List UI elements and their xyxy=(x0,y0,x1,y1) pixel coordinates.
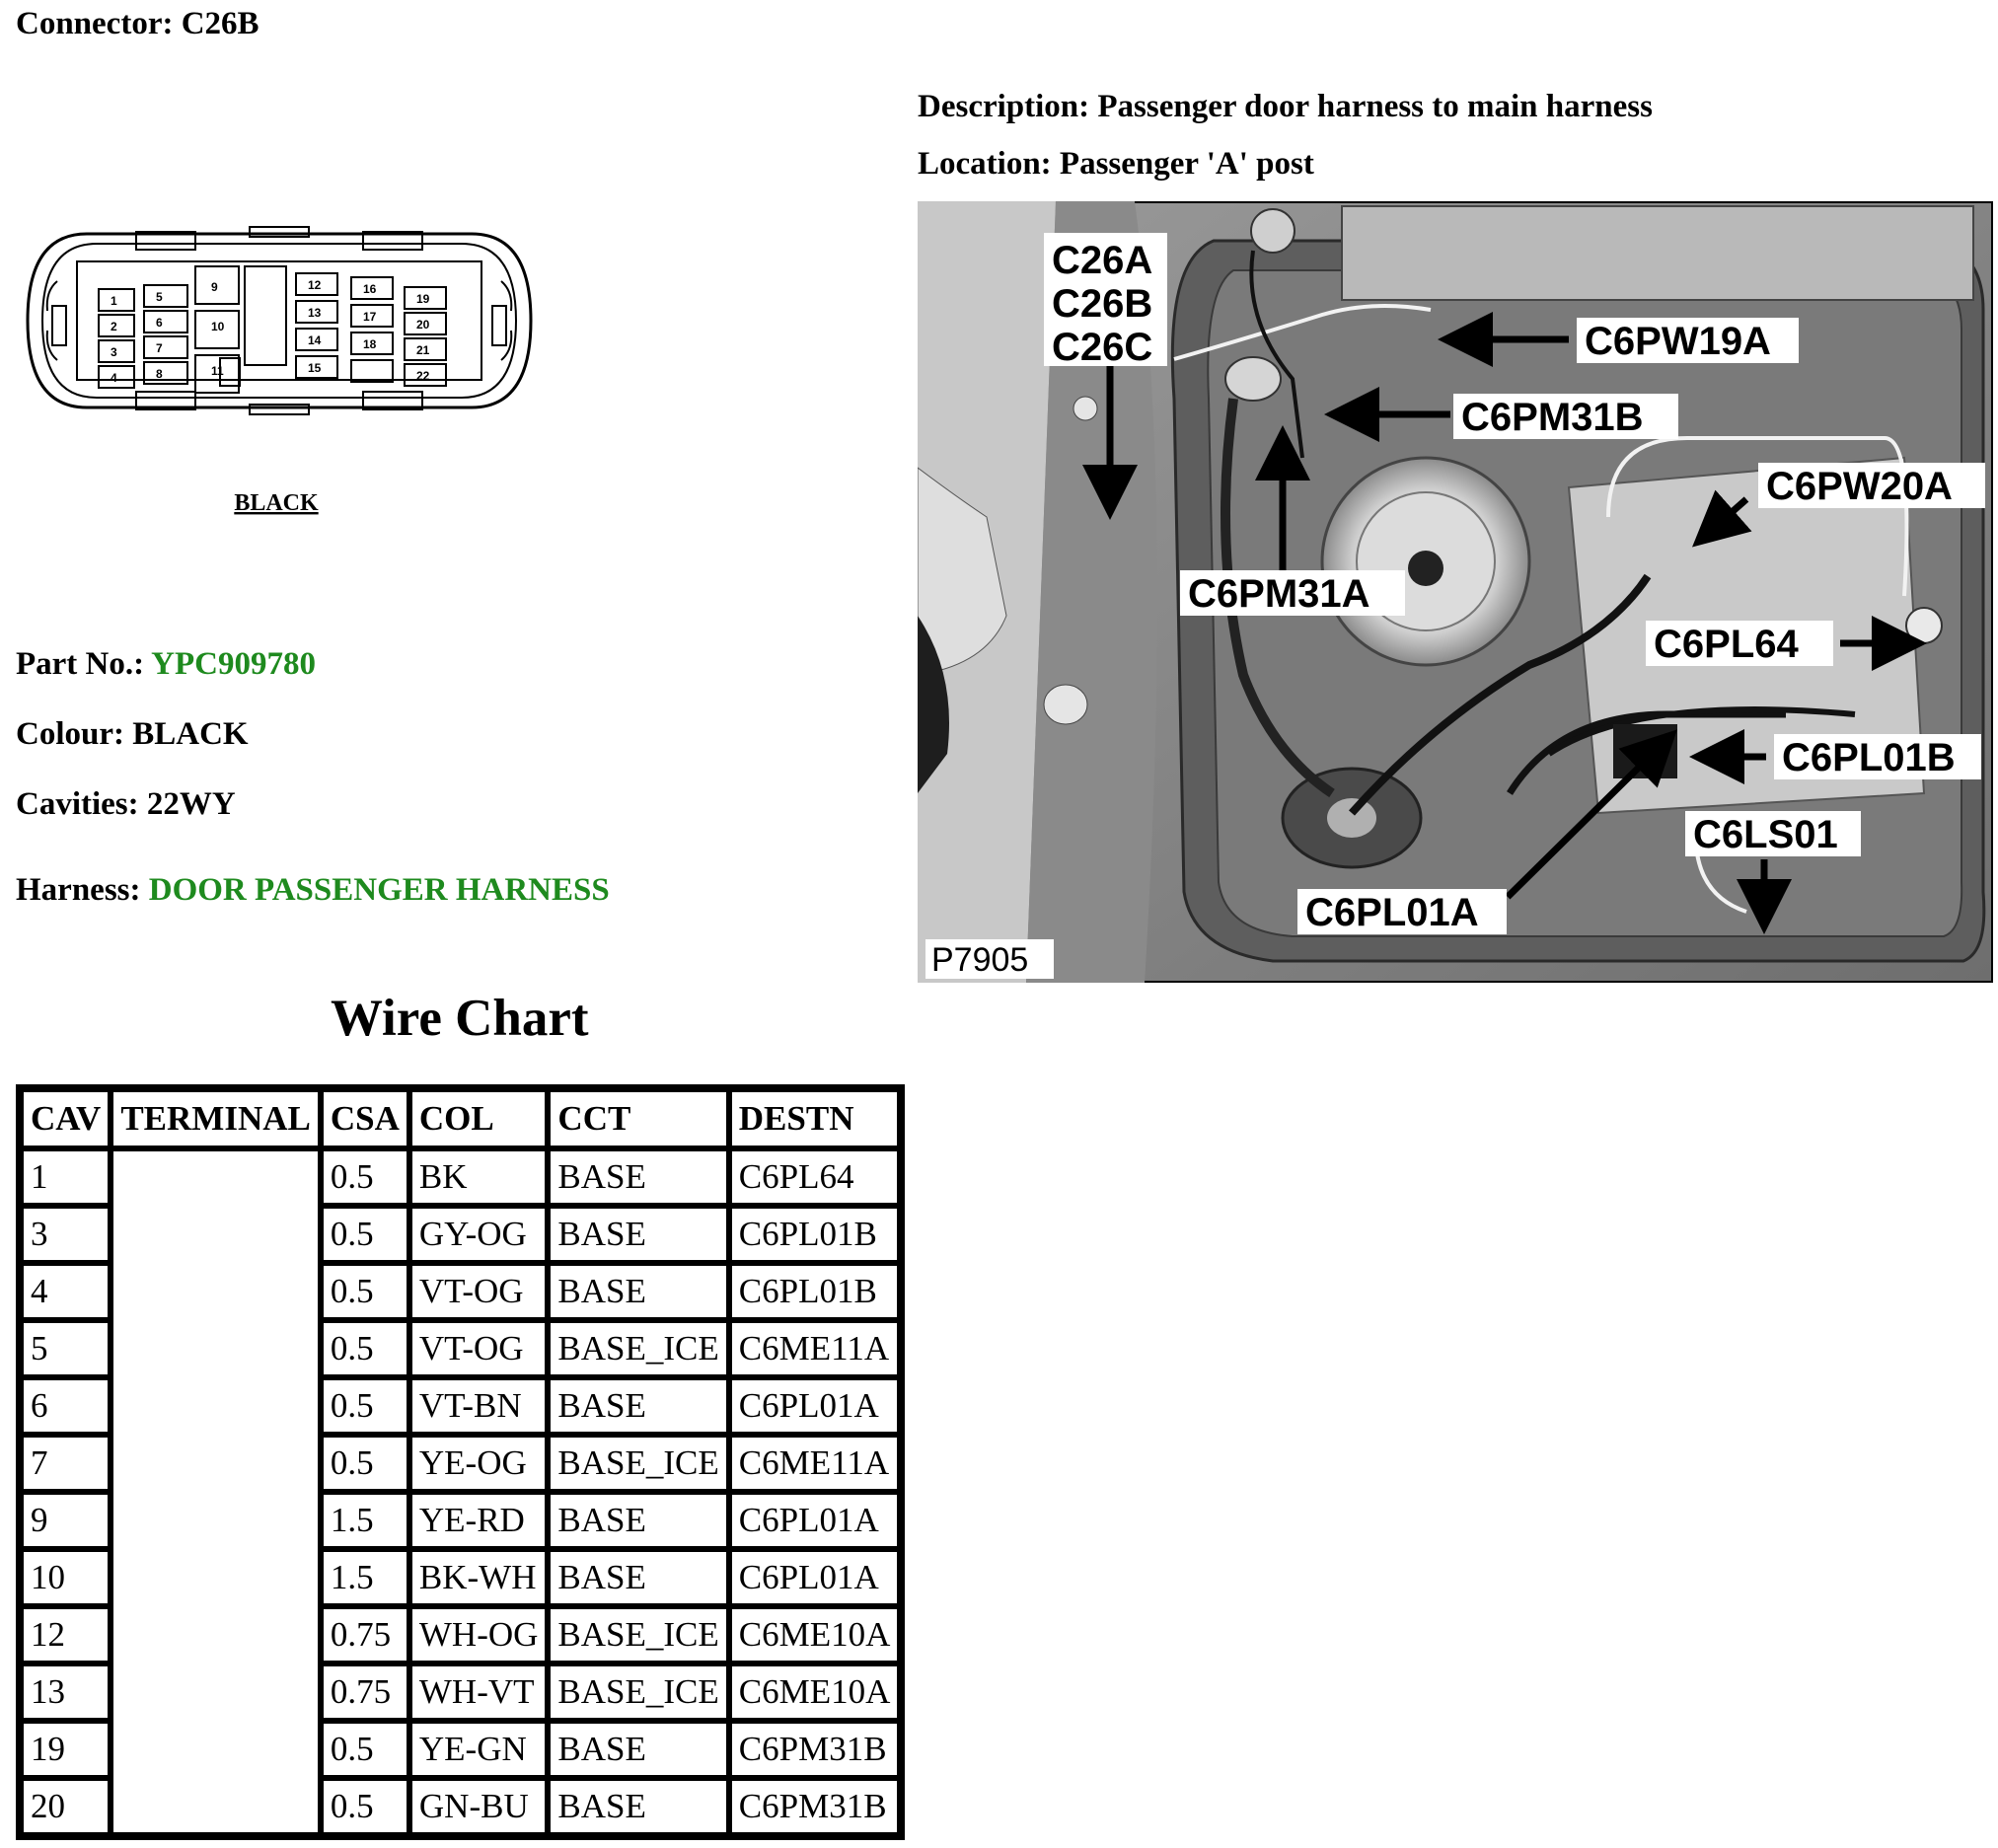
svg-text:C6PW20A: C6PW20A xyxy=(1766,465,1953,508)
cell-destn: C6PL01A xyxy=(729,1492,901,1549)
cell-destn: C6PL01B xyxy=(729,1263,901,1320)
cell-csa: 0.5 xyxy=(321,1206,409,1263)
cell-cav: 19 xyxy=(21,1721,111,1778)
cell-destn: C6ME10A xyxy=(729,1606,901,1663)
cell-col: GN-BU xyxy=(409,1778,549,1835)
cell-cct: BASE xyxy=(548,1492,728,1549)
cell-csa: 0.5 xyxy=(321,1377,409,1435)
header-csa: CSA xyxy=(321,1089,409,1148)
location-label: Location: xyxy=(918,146,1052,182)
cavity-number: 20 xyxy=(416,318,430,332)
cell-cav: 4 xyxy=(21,1263,111,1320)
cavity-number: 22 xyxy=(416,369,430,383)
cavity-number: 9 xyxy=(211,280,218,294)
cell-cav: 12 xyxy=(21,1606,111,1663)
cavity-number: 13 xyxy=(308,306,322,320)
cavity-number: 11 xyxy=(211,364,224,378)
cell-cct: BASE_ICE xyxy=(548,1663,728,1721)
cell-csa: 0.5 xyxy=(321,1435,409,1492)
cavity-number: 6 xyxy=(156,316,163,330)
description-value: Passenger door harness to main harness xyxy=(1097,89,1653,124)
colour-field xyxy=(16,716,249,753)
cell-col: BK xyxy=(409,1148,549,1206)
part-no-field xyxy=(16,646,316,683)
cell-col: GY-OG xyxy=(409,1206,549,1263)
cell-csa: 0.5 xyxy=(321,1778,409,1835)
cell-cav: 6 xyxy=(21,1377,111,1435)
cavity-number: 8 xyxy=(156,367,163,381)
cell-csa: 0.75 xyxy=(321,1606,409,1663)
svg-text:C6PM31A: C6PM31A xyxy=(1188,572,1370,616)
header-cct: CCT xyxy=(548,1089,728,1148)
cavity-number: 10 xyxy=(211,320,225,333)
location-photo xyxy=(918,201,1993,983)
cavity-number: 2 xyxy=(111,320,117,333)
callout-c26abc xyxy=(1044,233,1167,369)
cell-cav: 20 xyxy=(21,1778,111,1835)
svg-text:C6PL01A: C6PL01A xyxy=(1305,891,1479,934)
cell-cct: BASE_ICE xyxy=(548,1435,728,1492)
cell-cav: 7 xyxy=(21,1435,111,1492)
cell-csa: 0.5 xyxy=(321,1721,409,1778)
cell-destn: C6PM31B xyxy=(729,1721,901,1778)
cell-cav: 3 xyxy=(21,1206,111,1263)
svg-text:C6PL01B: C6PL01B xyxy=(1782,736,1956,779)
svg-text:C6LS01: C6LS01 xyxy=(1693,813,1838,856)
callout-c6pl01a xyxy=(1297,889,1507,934)
cell-destn: C6ME11A xyxy=(729,1435,901,1492)
cell-cav: 5 xyxy=(21,1320,111,1377)
cell-csa: 1.5 xyxy=(321,1549,409,1606)
cavity-number: 21 xyxy=(416,343,430,357)
cell-destn: C6PL01B xyxy=(729,1206,901,1263)
cell-csa: 0.5 xyxy=(321,1263,409,1320)
cell-col: YE-OG xyxy=(409,1435,549,1492)
cavity-number: 4 xyxy=(111,371,117,385)
cell-cct: BASE xyxy=(548,1549,728,1606)
callout-c26b: C26B xyxy=(1052,282,1153,326)
cell-terminal xyxy=(111,1148,321,1835)
cell-cav: 1 xyxy=(21,1148,111,1206)
cavities-field xyxy=(16,786,236,823)
wire-chart-header-row xyxy=(21,1089,900,1148)
connector-colour-caption: BLACK xyxy=(234,490,319,516)
cell-csa: 0.5 xyxy=(321,1148,409,1206)
part-no-link[interactable]: YPC909780 xyxy=(151,646,316,682)
cell-col: BK-WH xyxy=(409,1549,549,1606)
cavity-number: 14 xyxy=(308,333,322,347)
description-field xyxy=(918,89,1653,125)
cell-cct: BASE_ICE xyxy=(548,1320,728,1377)
cavity-number: 5 xyxy=(156,290,163,304)
cell-cav: 10 xyxy=(21,1549,111,1606)
wire-chart-table xyxy=(16,1084,905,1840)
harness-field xyxy=(16,872,610,909)
cell-destn: C6PL01A xyxy=(729,1549,901,1606)
part-no-label: Part No.: xyxy=(16,646,145,682)
cell-cct: BASE_ICE xyxy=(548,1606,728,1663)
connector-face-diagram xyxy=(18,222,536,528)
cell-cct: BASE xyxy=(548,1263,728,1320)
harness-label: Harness: xyxy=(16,872,141,908)
cell-cct: BASE xyxy=(548,1206,728,1263)
colour-label: Colour: xyxy=(16,716,124,752)
cell-csa: 1.5 xyxy=(321,1492,409,1549)
harness-link[interactable]: DOOR PASSENGER HARNESS xyxy=(148,872,610,908)
cavity-number: 17 xyxy=(363,310,377,324)
cell-cav: 9 xyxy=(21,1492,111,1549)
header-destn: DESTN xyxy=(729,1089,901,1148)
cell-cav: 13 xyxy=(21,1663,111,1721)
svg-text:C6PL64: C6PL64 xyxy=(1654,623,1799,666)
callout-c6ls01 xyxy=(1685,811,1861,856)
location-field xyxy=(918,146,1314,183)
colour-value: BLACK xyxy=(132,716,249,752)
cell-col: VT-OG xyxy=(409,1263,549,1320)
cavity-number: 3 xyxy=(111,345,117,359)
cavities-label: Cavities: xyxy=(16,786,139,822)
cell-cct: BASE xyxy=(548,1377,728,1435)
cell-col: VT-OG xyxy=(409,1320,549,1377)
cavity-number: 1 xyxy=(111,294,117,308)
cell-destn: C6ME10A xyxy=(729,1663,901,1721)
cell-col: WH-OG xyxy=(409,1606,549,1663)
table-row xyxy=(21,1148,900,1206)
cavity-number: 18 xyxy=(363,337,377,351)
connector-field xyxy=(16,6,259,42)
callout-c6pw19a xyxy=(1577,318,1799,363)
connector-value: C26B xyxy=(181,6,259,41)
cavity-number: 19 xyxy=(416,292,430,306)
header-terminal: TERMINAL xyxy=(111,1089,321,1148)
cavity-number: 12 xyxy=(308,278,322,292)
cavities-value: 22WY xyxy=(146,786,236,822)
connector-label: Connector: xyxy=(16,6,174,41)
cell-destn: C6ME11A xyxy=(729,1320,901,1377)
description-label: Description: xyxy=(918,89,1090,124)
svg-text:C6PM31B: C6PM31B xyxy=(1461,396,1644,439)
svg-text:C6PW19A: C6PW19A xyxy=(1585,320,1771,363)
wire-chart-title: Wire Chart xyxy=(331,990,589,1047)
callout-c6pl01b xyxy=(1774,734,1981,779)
cell-cct: BASE xyxy=(548,1778,728,1835)
callout-c6pm31b xyxy=(1453,394,1678,439)
cell-col: YE-GN xyxy=(409,1721,549,1778)
cavity-number: 7 xyxy=(156,341,163,355)
cell-col: WH-VT xyxy=(409,1663,549,1721)
header-cav: CAV xyxy=(21,1089,111,1148)
cell-csa: 0.5 xyxy=(321,1320,409,1377)
callout-c6pw20a xyxy=(1758,463,1985,508)
cell-col: VT-BN xyxy=(409,1377,549,1435)
callout-c6pl64 xyxy=(1646,621,1833,666)
cell-col: YE-RD xyxy=(409,1492,549,1549)
cell-destn: C6PL64 xyxy=(729,1148,901,1206)
location-value: Passenger 'A' post xyxy=(1059,146,1314,182)
header-col: COL xyxy=(409,1089,549,1148)
cell-destn: C6PL01A xyxy=(729,1377,901,1435)
callout-c26c: C26C xyxy=(1052,326,1153,369)
callout-c26a: C26A xyxy=(1052,239,1153,282)
cell-cct: BASE xyxy=(548,1148,728,1206)
photo-reference: P7905 xyxy=(931,941,1029,979)
cell-cct: BASE xyxy=(548,1721,728,1778)
cavity-number: 16 xyxy=(363,282,377,296)
callout-c6pm31a xyxy=(1180,570,1405,616)
cell-csa: 0.75 xyxy=(321,1663,409,1721)
cavity-number: 15 xyxy=(308,361,322,375)
cell-destn: C6PM31B xyxy=(729,1778,901,1835)
